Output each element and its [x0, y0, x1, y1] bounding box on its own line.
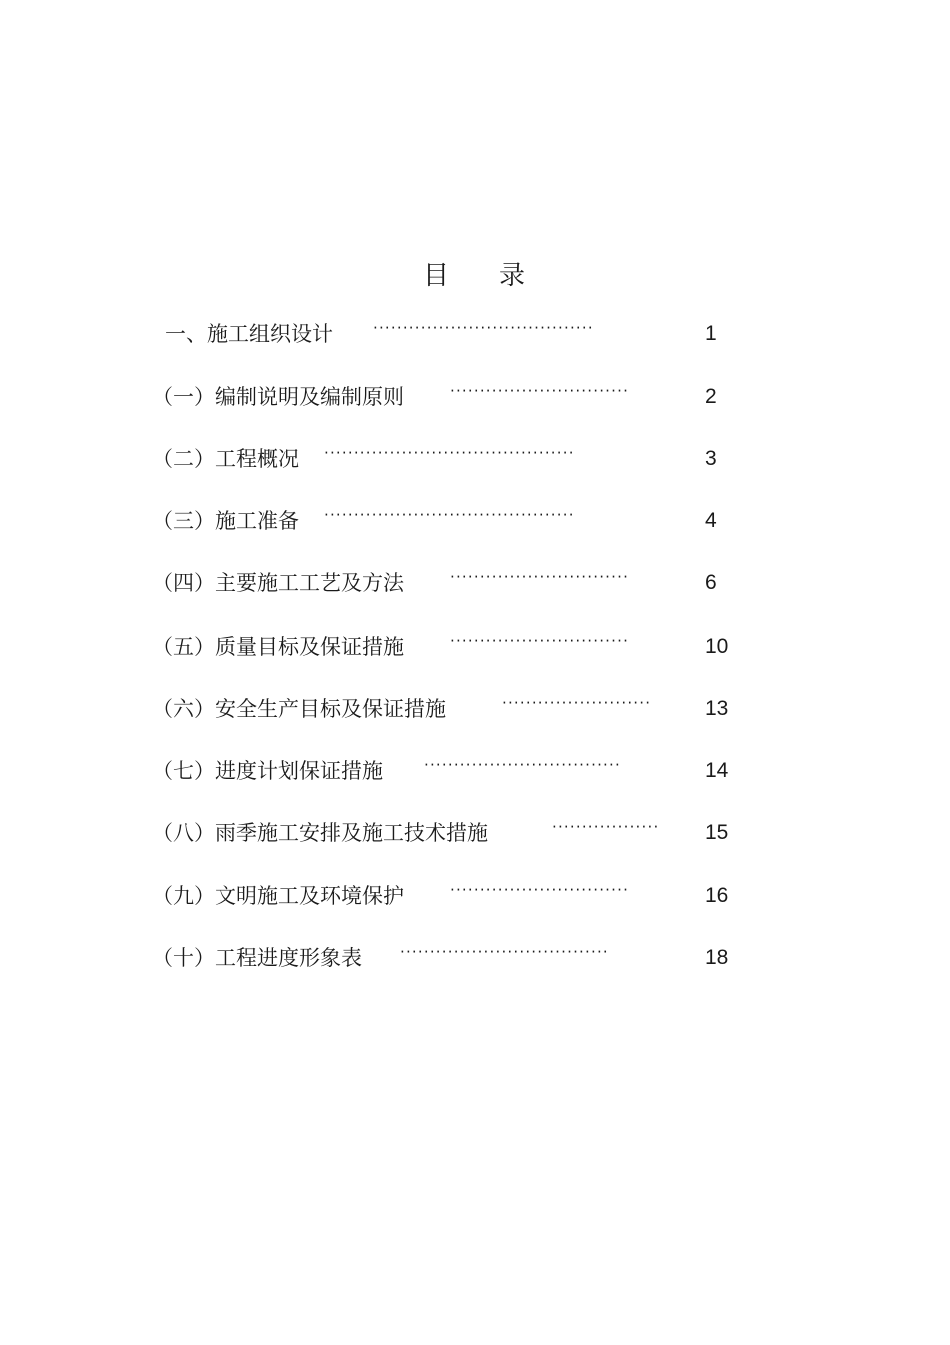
toc-leader-dots: ························· [502, 694, 652, 712]
toc-entry-label: （五）质量目标及保证措施 [152, 635, 404, 659]
toc-page-number: 16 [705, 884, 729, 907]
toc-leader-dots: ······························ [450, 568, 630, 586]
toc-entry[interactable] [152, 881, 752, 911]
page-title [0, 255, 950, 292]
toc-leader-dots: ······························ [450, 632, 630, 650]
toc-page-number: 4 [705, 509, 717, 532]
toc-leader-dots: ······························ [450, 881, 630, 899]
toc-page-number: 2 [705, 385, 717, 408]
toc-page-number: 15 [705, 821, 729, 844]
toc-leader-dots: ·················· [552, 818, 660, 836]
toc-entry-label: （三）施工准备 [152, 509, 299, 533]
toc-entry-label: 一、施工组织设计 [165, 322, 333, 346]
toc-leader-dots: ··································· [400, 943, 609, 961]
toc-entry[interactable] [152, 632, 752, 662]
toc-entry[interactable] [152, 568, 752, 598]
toc-page-number: 10 [705, 635, 729, 658]
toc-page-number: 6 [705, 571, 717, 594]
toc-leader-dots: ································· [424, 756, 621, 774]
toc-leader-dots: ····································· [373, 319, 594, 337]
toc-entry[interactable] [165, 319, 745, 349]
toc-leader-dots: ·········································· [324, 506, 575, 524]
toc-entry[interactable] [152, 506, 752, 536]
toc-entry-label: （八）雨季施工安排及施工技术措施 [152, 821, 488, 845]
toc-entry-label: （六）安全生产目标及保证措施 [152, 697, 446, 721]
toc-entry-label: （二）工程概况 [152, 447, 299, 471]
toc-entry[interactable] [152, 444, 752, 474]
toc-entry-label: （九）文明施工及环境保护 [152, 884, 404, 908]
toc-page-number: 1 [705, 322, 717, 345]
toc-page-number: 3 [705, 447, 717, 470]
toc-leader-dots: ·········································· [324, 444, 575, 462]
toc-entry[interactable] [152, 818, 752, 848]
toc-page-number: 13 [705, 697, 729, 720]
toc-entry-label: （十）工程进度形象表 [152, 946, 362, 970]
toc-entry[interactable] [152, 756, 752, 786]
toc-page-number: 18 [705, 946, 729, 969]
toc-entry[interactable] [152, 694, 752, 724]
toc-entry-label: （七）进度计划保证措施 [152, 759, 383, 783]
title-char-1: 目 [422, 261, 451, 291]
toc-leader-dots: ······························ [450, 382, 630, 400]
toc-entry[interactable] [152, 382, 752, 412]
toc-entry-label: （四）主要施工工艺及方法 [152, 571, 404, 595]
toc-entry[interactable] [152, 943, 752, 973]
title-char-2: 录 [499, 261, 528, 291]
toc-page-number: 14 [705, 759, 729, 782]
toc-entry-label: （一）编制说明及编制原则 [152, 385, 404, 409]
